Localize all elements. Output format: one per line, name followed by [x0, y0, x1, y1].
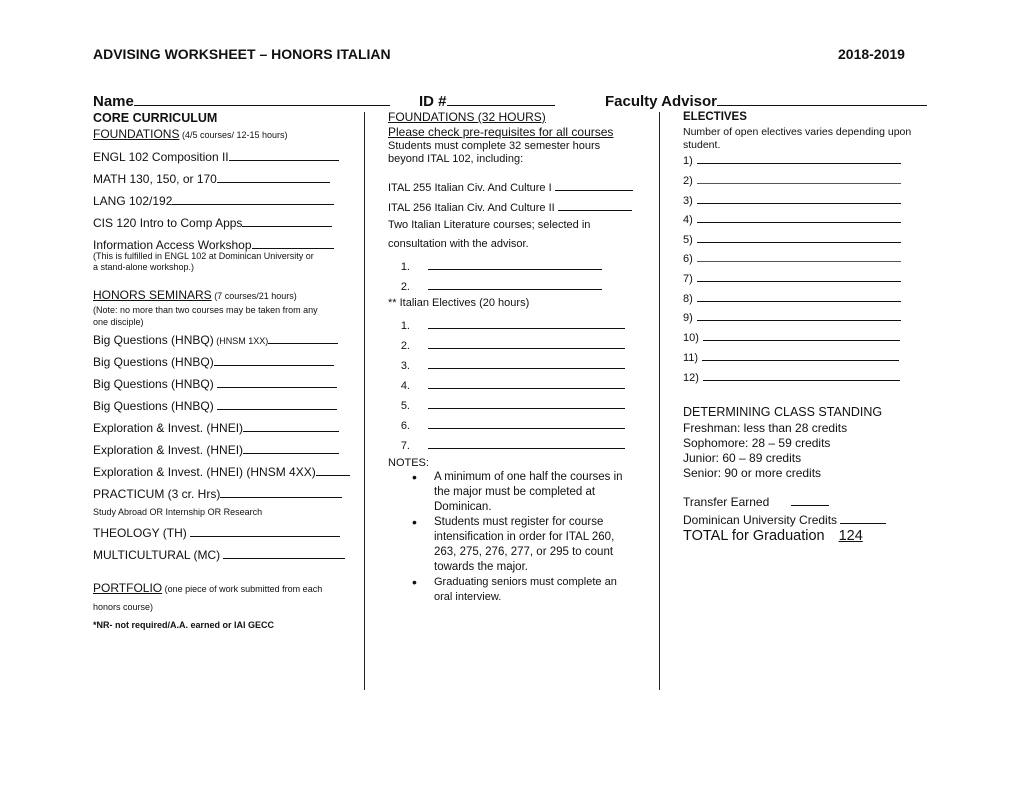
- info-workshop-field[interactable]: [252, 237, 334, 249]
- seminar-hnei-2: Exploration & Invest. (HNEI): [93, 442, 339, 457]
- elective-row-3: 3): [683, 192, 901, 207]
- theology-row: THEOLOGY (TH): [93, 525, 340, 540]
- italian-elective-row-1: 1.: [388, 317, 625, 332]
- major-foundations-heading: FOUNDATIONS (32 HOURS): [388, 110, 546, 124]
- literature-note-2: consultation with the advisor.: [388, 238, 529, 250]
- advisor-field[interactable]: [717, 94, 927, 106]
- hnei-1-field[interactable]: [243, 420, 339, 432]
- ital255-row: ITAL 255 Italian Civ. And Culture I: [388, 179, 633, 194]
- electives-heading: ELECTIVES: [683, 111, 747, 123]
- standing-senior: Senior: 90 or more credits: [683, 466, 822, 480]
- italian-elective-row-3: 3.: [388, 357, 625, 372]
- seminar-hnbq-2: Big Questions (HNBQ): [93, 354, 334, 369]
- elective-6-field[interactable]: [697, 250, 901, 262]
- elective-2-field[interactable]: [697, 172, 901, 184]
- core-item-cis120: CIS 120 Intro to Comp Apps: [93, 215, 332, 230]
- dominican-credits-row: Dominican University Credits: [683, 512, 886, 527]
- name-field[interactable]: [134, 94, 390, 106]
- hnbq-4-field[interactable]: [217, 398, 337, 410]
- italian-elective-row-6: 6.: [388, 417, 625, 432]
- core-item-math: MATH 130, 150, or 170: [93, 171, 330, 186]
- elective-9-field[interactable]: [697, 309, 901, 321]
- literature-2-field[interactable]: [428, 278, 602, 290]
- elective-row-6: 6): [683, 250, 901, 265]
- id-field-label: ID #: [419, 93, 555, 110]
- note-1: A minimum of one half the courses in the major must be completed at Dominican.: [434, 471, 623, 513]
- italian-elective-row-2: 2.: [388, 337, 625, 352]
- elective-1-field[interactable]: [697, 152, 901, 164]
- elective-11-field[interactable]: [702, 349, 899, 361]
- elective-row-8: 8): [683, 290, 901, 305]
- prereq-note: Please check pre-requisites for all courses: [388, 125, 614, 139]
- italian-elective-4-field[interactable]: [428, 377, 625, 389]
- italian-electives-heading: ** Italian Electives (20 hours): [388, 297, 530, 309]
- hnbq-3-field[interactable]: [217, 376, 337, 388]
- standing-freshman: Freshman: less than 28 credits: [683, 421, 848, 435]
- elective-3-field[interactable]: [697, 192, 901, 204]
- italian-elective-5-field[interactable]: [428, 397, 625, 409]
- worksheet-title: ADVISING WORKSHEET – HONORS ITALIAN: [93, 46, 391, 62]
- practicum-row: PRACTICUM (3 cr. Hrs): [93, 486, 342, 501]
- column-divider-left: [364, 112, 365, 690]
- note-bullet-1: •: [412, 469, 417, 485]
- italian-elective-row-7: 7.: [388, 437, 625, 452]
- note-bullet-3: •: [412, 574, 417, 590]
- note-bullet-2: •: [412, 514, 417, 530]
- foundations-heading: FOUNDATIONS (4/5 courses/ 12-15 hours): [93, 127, 288, 141]
- total-graduation-row: TOTAL for Graduation 124: [683, 528, 863, 544]
- lang-field[interactable]: [172, 193, 334, 205]
- italian-elective-row-5: 5.: [388, 397, 625, 412]
- portfolio-note: honors course): [93, 602, 154, 612]
- advisor-field-label: Faculty Advisor: [605, 93, 927, 110]
- elective-5-field[interactable]: [697, 231, 901, 243]
- theology-field[interactable]: [190, 525, 340, 537]
- literature-row-2: 2.: [388, 278, 602, 293]
- footnote: *NR- not required/A.A. earned or IAI GECC: [93, 620, 275, 630]
- literature-1-field[interactable]: [428, 258, 602, 270]
- hnbq-1-field[interactable]: [268, 332, 338, 344]
- elective-7-field[interactable]: [697, 270, 901, 282]
- must-complete-1: Students must complete 32 semester hours: [388, 140, 601, 152]
- ital256-row: ITAL 256 Italian Civ. And Culture II: [388, 199, 632, 214]
- name-field-label: Name: [93, 93, 390, 110]
- standing-sophomore: Sophomore: 28 – 59 credits: [683, 436, 831, 450]
- standing-junior: Junior: 60 – 89 credits: [683, 451, 802, 465]
- transfer-earned-field[interactable]: [791, 494, 829, 506]
- honors-seminars-heading: HONORS SEMINARS (7 courses/21 hours): [93, 288, 297, 302]
- core-item-engl102: ENGL 102 Composition II: [93, 149, 339, 164]
- portfolio-heading: PORTFOLIO (one piece of work submitted from each: [93, 581, 323, 595]
- must-complete-2: beyond ITAL 102, including:: [388, 153, 524, 165]
- cis120-field[interactable]: [242, 215, 332, 227]
- elective-row-12: 12): [683, 369, 900, 384]
- hnei-3-field[interactable]: [316, 464, 350, 476]
- elective-4-field[interactable]: [697, 211, 901, 223]
- class-standing-heading: DETERMINING CLASS STANDING: [683, 405, 883, 419]
- elective-row-4: 4): [683, 211, 901, 226]
- practicum-field[interactable]: [220, 486, 342, 498]
- seminar-hnbq-3: Big Questions (HNBQ): [93, 376, 337, 391]
- elective-row-1: 1): [683, 152, 901, 167]
- workshop-note-1: (This is fulfilled in ENGL 102 at Dominican University or: [93, 251, 314, 261]
- hnbq-2-field[interactable]: [214, 354, 334, 366]
- multicultural-row: MULTICULTURAL (MC): [93, 547, 345, 562]
- elective-8-field[interactable]: [697, 290, 901, 302]
- total-graduation-value: 124: [838, 528, 863, 544]
- electives-note-2: student.: [683, 139, 721, 151]
- core-item-lang: LANG 102/192: [93, 193, 334, 208]
- elective-row-7: 7): [683, 270, 901, 285]
- seminar-hnei-1: Exploration & Invest. (HNEI): [93, 420, 339, 435]
- engl102-field[interactable]: [229, 149, 339, 161]
- hnei-2-field[interactable]: [243, 442, 339, 454]
- seminars-note-2: one disciple): [93, 317, 144, 327]
- academic-year: 2018-2019: [838, 46, 905, 62]
- literature-note-1: Two Italian Literature courses; selected in: [388, 219, 591, 231]
- core-curriculum-heading: CORE CURRICULUM: [93, 111, 218, 125]
- workshop-note-2: a stand-alone workshop.): [93, 262, 195, 272]
- seminar-hnbq-1: Big Questions (HNBQ) (HNSM 1XX): [93, 332, 338, 347]
- italian-elective-7-field[interactable]: [428, 437, 625, 449]
- ital256-field[interactable]: [558, 199, 632, 211]
- seminar-hnbq-4: Big Questions (HNBQ): [93, 398, 337, 413]
- italian-elective-2-field[interactable]: [428, 337, 625, 349]
- id-field[interactable]: [447, 94, 555, 106]
- italian-elective-row-4: 4.: [388, 377, 625, 392]
- transfer-earned-row: Transfer Earned: [683, 494, 829, 509]
- elective-row-2: 2): [683, 172, 901, 187]
- core-item-info-workshop: Information Access Workshop: [93, 237, 334, 252]
- practicum-note: Study Abroad OR Internship OR Research: [93, 507, 263, 517]
- dominican-credits-field[interactable]: [840, 512, 886, 524]
- seminar-hnei-3: Exploration & Invest. (HNEI) (HNSM 4XX): [93, 464, 350, 479]
- math-field[interactable]: [217, 171, 330, 183]
- seminars-note-1: (Note: no more than two courses may be taken from any: [93, 305, 318, 315]
- elective-12-field[interactable]: [703, 369, 900, 381]
- elective-row-10: 10): [683, 329, 900, 344]
- notes-label: NOTES:: [388, 457, 429, 469]
- italian-elective-6-field[interactable]: [428, 417, 625, 429]
- elective-row-9: 9): [683, 309, 901, 324]
- elective-10-field[interactable]: [703, 329, 900, 341]
- elective-row-5: 5): [683, 231, 901, 246]
- literature-row-1: 1.: [388, 258, 602, 273]
- ital255-field[interactable]: [555, 179, 633, 191]
- note-2: Students must register for course intensification in order for ITAL 260, 263, 275, 276, 277, or 295 to count towards the major.: [434, 516, 615, 573]
- note-3: Graduating seniors must complete an oral interview.: [434, 576, 617, 603]
- italian-elective-1-field[interactable]: [428, 317, 625, 329]
- column-divider-right: [659, 112, 660, 690]
- electives-note-1: Number of open electives varies depending upon: [683, 126, 912, 138]
- elective-row-11: 11): [683, 349, 899, 364]
- italian-elective-3-field[interactable]: [428, 357, 625, 369]
- multicultural-field[interactable]: [223, 547, 345, 559]
